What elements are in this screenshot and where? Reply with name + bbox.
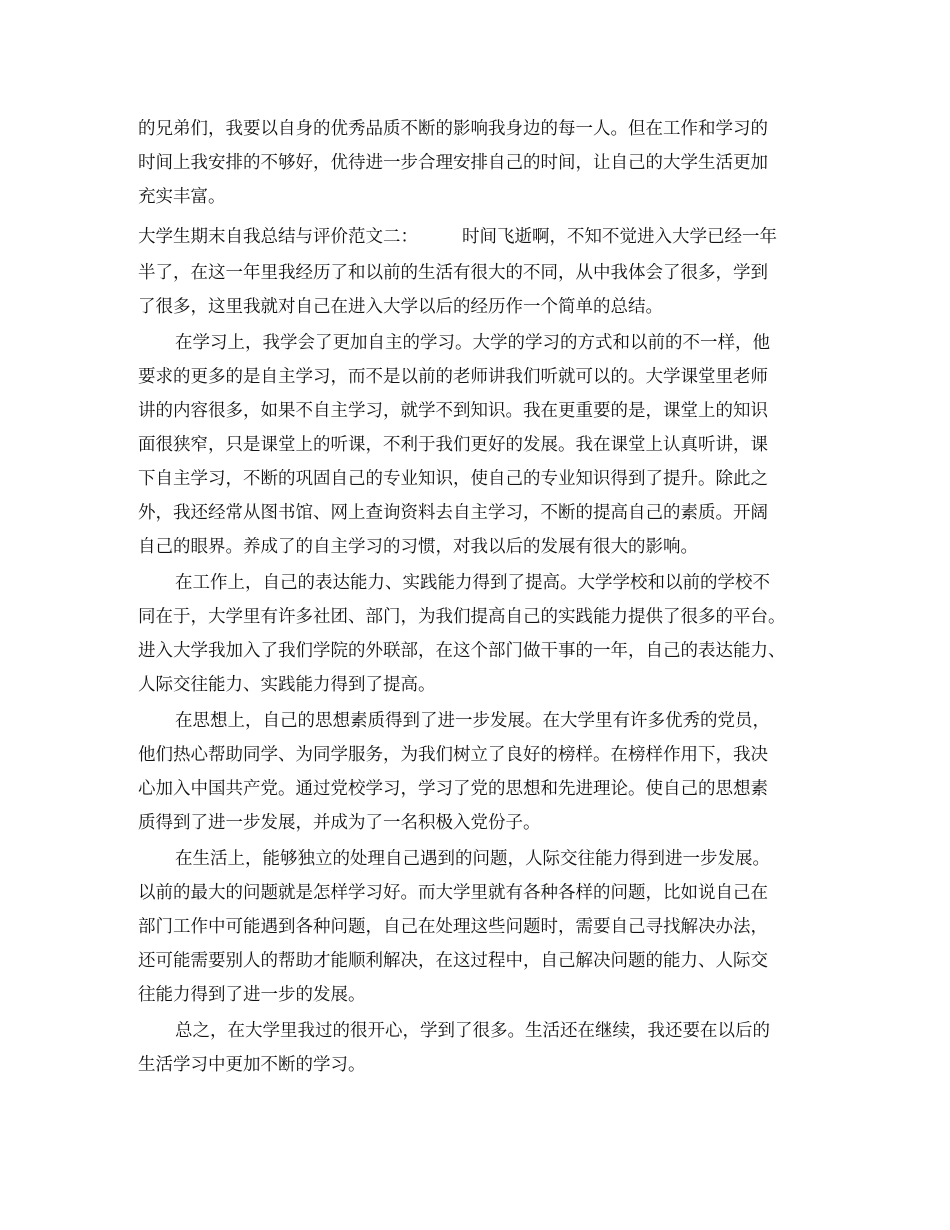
section-intro-text: 时间飞逝啊，不知不觉进入大学已经一年 — [462, 227, 777, 247]
text-line: 讲的内容很多，如果不自主学习，就学不到知识。我在更重要的是，课堂上的知识 — [138, 401, 768, 421]
text-line: 下自主学习，不断的巩固自己的专业知识，使自己的专业知识得到了提升。除此之 — [138, 469, 768, 489]
text-line: 要求的更多的是自主学习，而不是以前的老师讲我们听就可以的。大学课堂里老师 — [138, 367, 768, 387]
paragraph-first-line: 在学习上，我学会了更加自主的学习。大学的学习的方式和以前的不一样，他 — [175, 333, 770, 353]
text-line: 的兄弟们，我要以自身的优秀品质不断的影响我身边的每一人。但在工作和学习的 — [138, 119, 768, 139]
section-heading-line — [138, 225, 777, 249]
text-line: 人际交往能力、实践能力得到了提高。 — [138, 675, 436, 695]
text-line: 还可能需要别人的帮助才能顺利解决，在这过程中，自己解决问题的能力、人际交 — [138, 951, 768, 971]
text-line: 了很多，这里我就对自己在进入大学以后的经历作一个简单的总结。 — [138, 297, 663, 317]
text-line: 外，我还经常从图书馆、网上查询资料去自主学习，不断的提高自己的素质。开阔 — [138, 503, 768, 523]
text-line: 质得到了进一步发展，并成为了一名积极入党份子。 — [138, 813, 541, 833]
paragraph-first-line: 在工作上，自己的表达能力、实践能力得到了提高。大学学校和以前的学校不 — [175, 573, 770, 593]
text-line: 自己的眼界。养成了的自主学习的习惯，对我以后的发展有很大的影响。 — [138, 537, 698, 557]
text-line: 面很狭窄，只是课堂上的听课，不利于我们更好的发展。我在课堂上认真听讲，课 — [138, 435, 768, 455]
text-line: 时间上我安排的不够好，优待进一步合理安排自己的时间，让自己的大学生活更加 — [138, 153, 768, 173]
paragraph-first-line: 在生活上，能够独立的处理自己遇到的问题，人际交往能力得到进一步发展。 — [175, 849, 770, 869]
text-line: 生活学习中更加不断的学习。 — [138, 1055, 366, 1075]
text-line: 往能力得到了进一步的发展。 — [138, 985, 366, 1005]
text-line: 同在于，大学里有许多社团、部门，为我们提高自己的实践能力提供了很多的平台。 — [138, 607, 786, 627]
text-line: 他们热心帮助同学、为同学服务，为我们树立了良好的榜样。在榜样作用下，我决 — [138, 745, 768, 765]
text-line: 以前的最大的问题就是怎样学习好。而大学里就有各种各样的问题，比如说自己在 — [138, 883, 768, 903]
text-line: 进入大学我加入了我们学院的外联部，在这个部门做干事的一年，自己的表达能力、 — [138, 641, 786, 661]
paragraph-first-line: 在思想上，自己的思想素质得到了进一步发展。在大学里有许多优秀的党员， — [175, 711, 770, 731]
text-line: 部门工作中可能遇到各种问题，自己在处理这些问题时，需要自己寻找解决办法， — [138, 917, 768, 937]
text-line: 半了，在这一年里我经历了和以前的生活有很大的不同，从中我体会了很多，学到 — [138, 263, 768, 283]
text-line: 心加入中国共产党。通过党校学习，学习了党的思想和先进理论。使自己的思想素 — [138, 779, 768, 799]
paragraph-first-line: 总之，在大学里我过的很开心，学到了很多。生活还在继续，我还要在以后的 — [175, 1021, 770, 1041]
section-title: 大学生期末自我总结与评价范文二： — [138, 227, 418, 247]
text-line: 充实丰富。 — [138, 187, 226, 207]
